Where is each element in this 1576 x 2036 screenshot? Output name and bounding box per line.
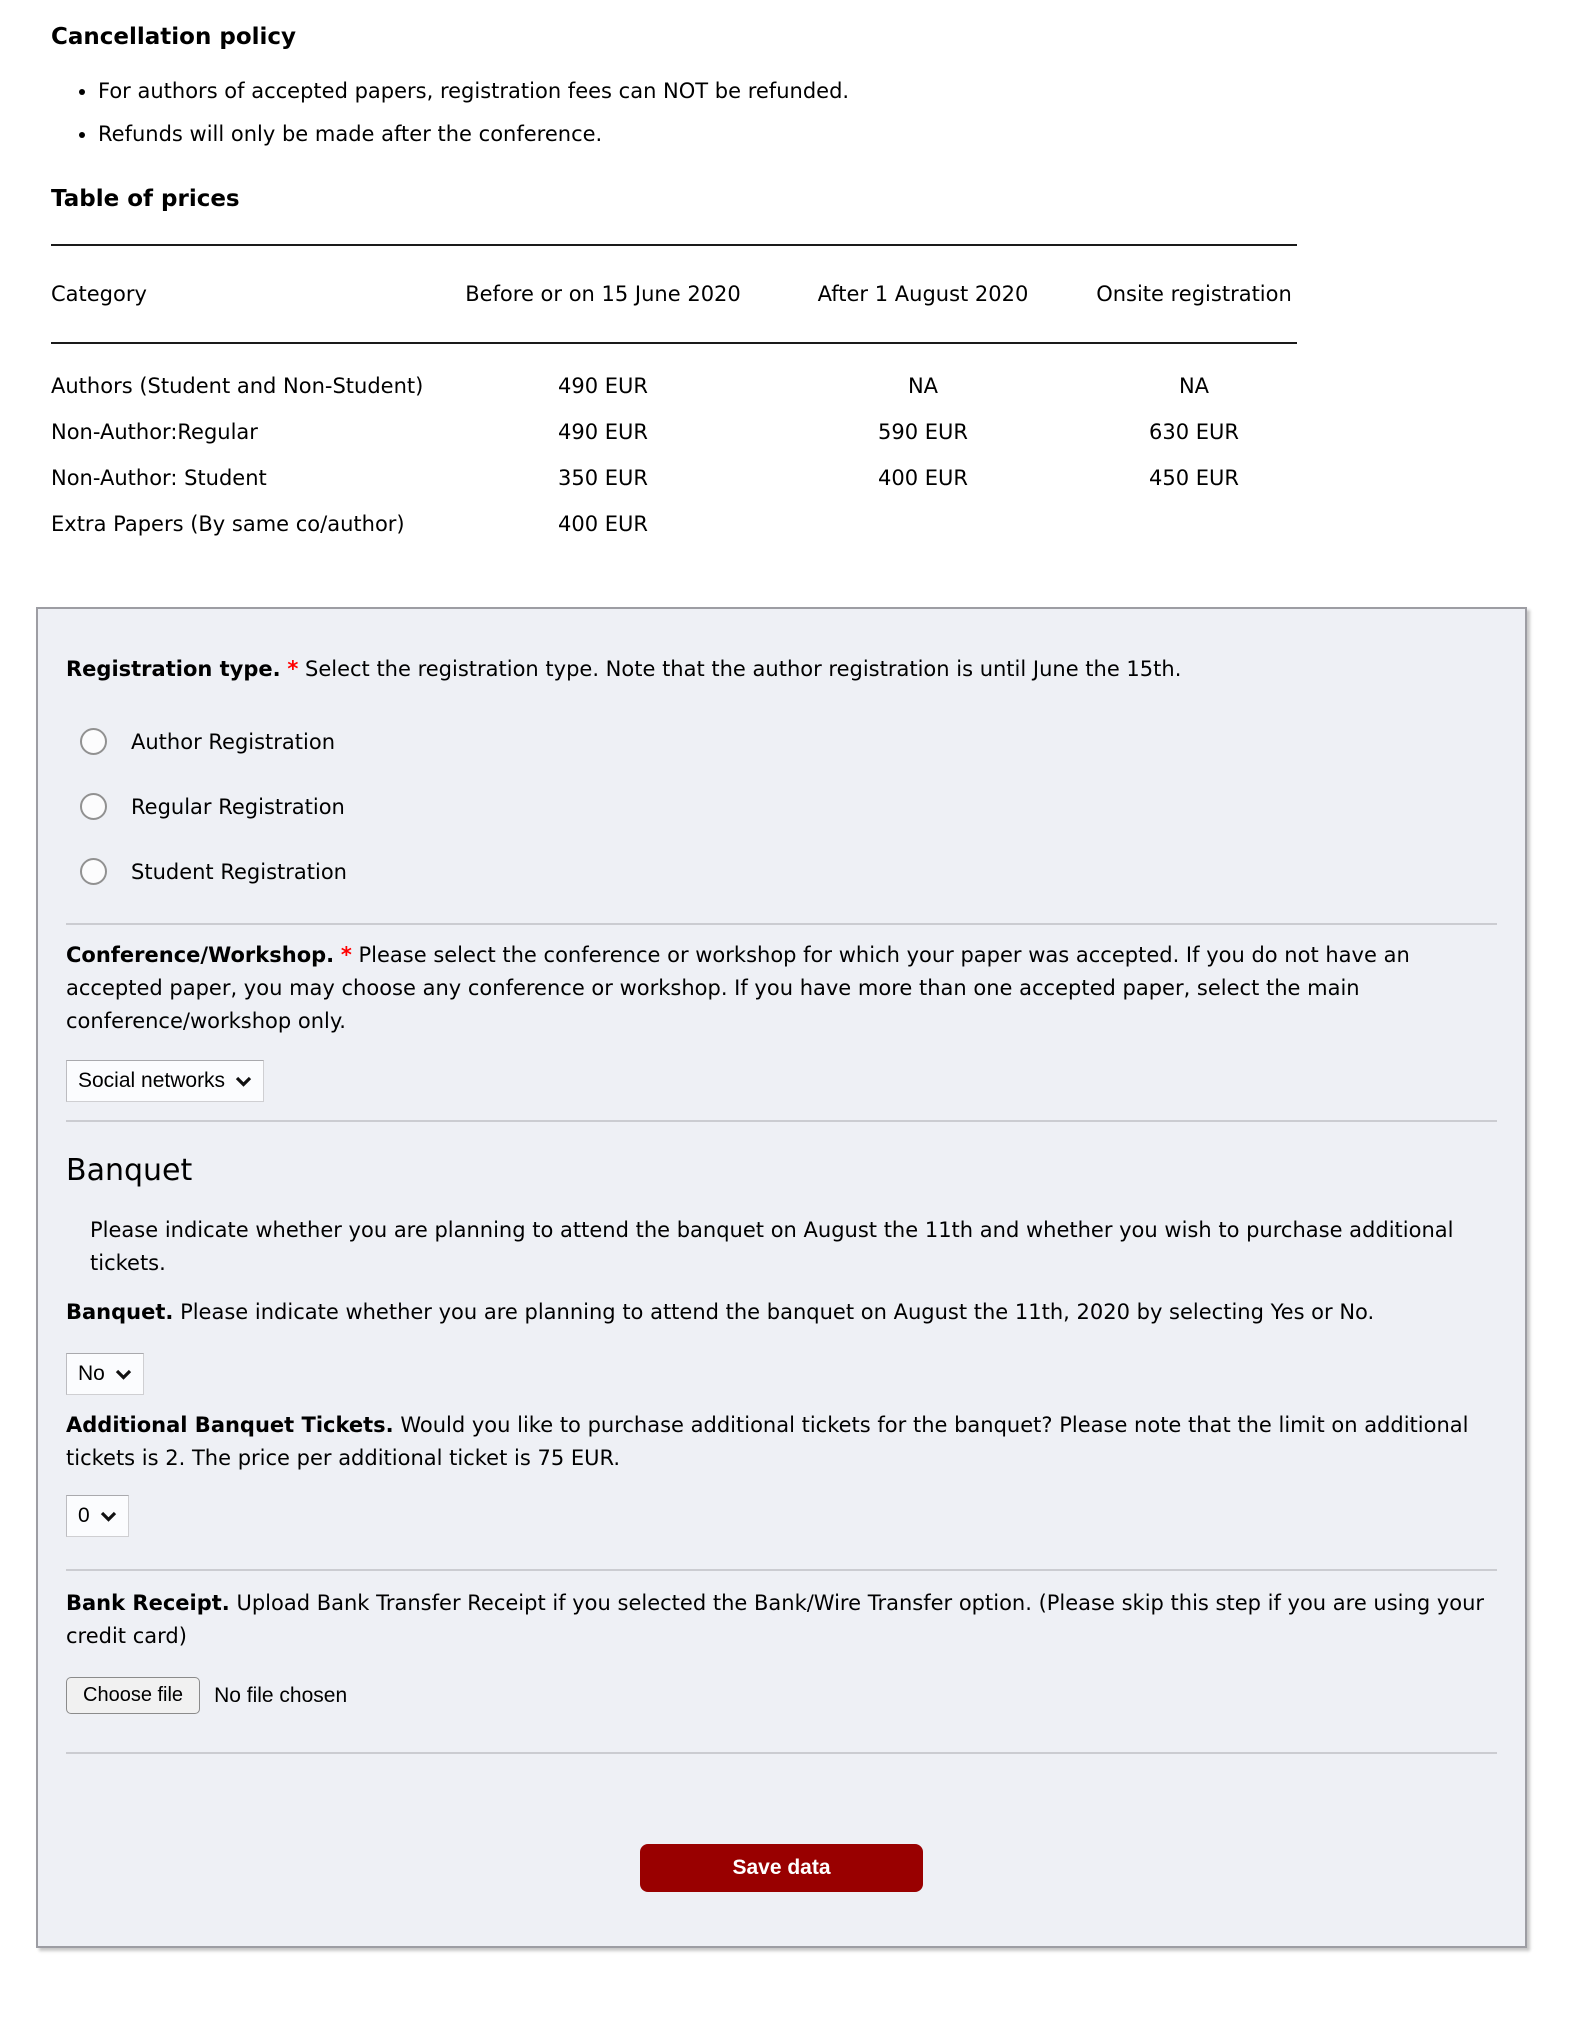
- field-description: Select the registration type. Note that the author registration is until June the 15th.: [304, 657, 1182, 681]
- cell-category: Authors (Student and Non-Student): [51, 374, 424, 398]
- conference-select-row: [66, 1060, 1497, 1102]
- field-description: Upload Bank Transfer Receipt if you selected the Bank/Wire Transfer option. (Please skip this step if you are using your credit card): [66, 1591, 1485, 1648]
- table-row: [51, 501, 1297, 547]
- cell-price: 590 EUR: [878, 420, 968, 444]
- chevron-down-icon: [115, 1369, 132, 1380]
- info-section: [0, 0, 1576, 547]
- cell-price: 490 EUR: [558, 374, 648, 398]
- radio-label: Student Registration: [131, 859, 347, 884]
- cell-category: Non-Author:Regular: [51, 420, 258, 444]
- column-header-onsite: Onsite registration: [1091, 245, 1297, 343]
- field-description: Please indicate whether you are planning to attend the banquet on August the 11th, 2020 by selecting Yes or No.: [180, 1300, 1375, 1324]
- radio-regular-registration[interactable]: [80, 793, 345, 820]
- cancellation-policy-title: Cancellation policy: [51, 24, 297, 50]
- field-label: Bank Receipt.: [66, 1591, 230, 1615]
- cell-price: [1091, 501, 1297, 547]
- save-data-button[interactable]: Save data: [640, 1844, 922, 1892]
- policy-item: • For authors of accepted papers, registration fees can NOT be refunded.: [98, 76, 1576, 107]
- registration-type-label: [66, 653, 1497, 686]
- required-asterisk: *: [287, 657, 299, 681]
- selected-value: Social networks: [78, 1069, 226, 1092]
- cell-price: [755, 501, 1091, 547]
- cell-price: 630 EUR: [1149, 420, 1239, 444]
- field-description: Please select the conference or workshop for which your paper was accepted. If you do not have an accepted paper, you may choose any conference or workshop. If you have more than one accepted paper, select the main conference/workshop only.: [66, 943, 1410, 1033]
- price-table: [51, 244, 1297, 547]
- conference-workshop-label: [66, 939, 1497, 1038]
- tickets-select-row: [66, 1495, 1497, 1537]
- table-row: [51, 409, 1297, 455]
- radio-button-icon[interactable]: [80, 728, 107, 755]
- table-of-prices-title: Table of prices: [51, 186, 240, 212]
- price-table-header-row: [51, 245, 1297, 343]
- cancellation-policy-list: [51, 76, 1576, 150]
- cell-category: Extra Papers (By same co/author): [51, 512, 405, 536]
- conference-select[interactable]: [66, 1060, 264, 1102]
- cell-price: 490 EUR: [558, 420, 648, 444]
- cell-price: 400 EUR: [558, 512, 648, 536]
- column-header-early: Before or on 15 June 2020: [451, 245, 755, 343]
- column-header-late: After 1 August 2020: [755, 245, 1091, 343]
- banquet-select-row: [66, 1353, 1497, 1395]
- radio-label: Author Registration: [131, 729, 336, 754]
- additional-tickets-label: [66, 1409, 1497, 1475]
- table-row: [51, 343, 1297, 409]
- selected-value: No: [78, 1362, 105, 1385]
- bank-receipt-upload-row: [66, 1677, 1497, 1714]
- chevron-down-icon: [235, 1076, 252, 1087]
- field-label: Additional Banquet Tickets.: [66, 1413, 394, 1437]
- cell-category: Non-Author: Student: [51, 466, 267, 490]
- save-row: [66, 1844, 1497, 1892]
- cell-price: 450 EUR: [1149, 466, 1239, 490]
- field-label: Conference/Workshop.: [66, 943, 335, 967]
- bank-receipt-label: [66, 1587, 1497, 1653]
- column-header-category: Category: [51, 245, 451, 343]
- banquet-label: [66, 1296, 1497, 1329]
- field-description: Would you like to purchase additional tickets for the banquet? Please note that the limit on additional tickets is 2. The price per additional ticket is 75 EUR.: [66, 1413, 1469, 1470]
- cell-price: NA: [907, 374, 939, 398]
- radio-button-icon[interactable]: [80, 793, 107, 820]
- cell-price: 400 EUR: [878, 466, 968, 490]
- radio-label: Regular Registration: [131, 794, 345, 819]
- radio-student-registration[interactable]: [80, 858, 347, 885]
- radio-button-icon[interactable]: [80, 858, 107, 885]
- additional-tickets-select[interactable]: [66, 1495, 129, 1537]
- section-divider: [66, 1120, 1497, 1122]
- section-divider: [66, 1569, 1497, 1571]
- required-asterisk: *: [340, 943, 352, 967]
- choose-file-button[interactable]: Choose file: [66, 1677, 200, 1714]
- section-divider: [66, 923, 1497, 925]
- selected-value: 0: [78, 1504, 90, 1527]
- banquet-section-title: Banquet: [66, 1153, 193, 1188]
- field-label: Registration type.: [66, 657, 281, 681]
- cell-price: NA: [1178, 374, 1210, 398]
- banquet-attend-select[interactable]: [66, 1353, 144, 1395]
- section-divider: [66, 1752, 1497, 1754]
- chevron-down-icon: [100, 1511, 117, 1522]
- registration-form-panel: [36, 607, 1527, 1948]
- cell-price: 350 EUR: [558, 466, 648, 490]
- field-label: Banquet.: [66, 1300, 174, 1324]
- file-chosen-status: No file chosen: [214, 1683, 348, 1707]
- banquet-intro-text: Please indicate whether you are planning to attend the banquet on August the 11th and whether you wish to purchase additional tickets.: [90, 1218, 1454, 1275]
- policy-item: • Refunds will only be made after the conference.: [98, 119, 1576, 150]
- registration-type-options: [80, 728, 1497, 885]
- table-row: [51, 455, 1297, 501]
- radio-author-registration[interactable]: [80, 728, 335, 755]
